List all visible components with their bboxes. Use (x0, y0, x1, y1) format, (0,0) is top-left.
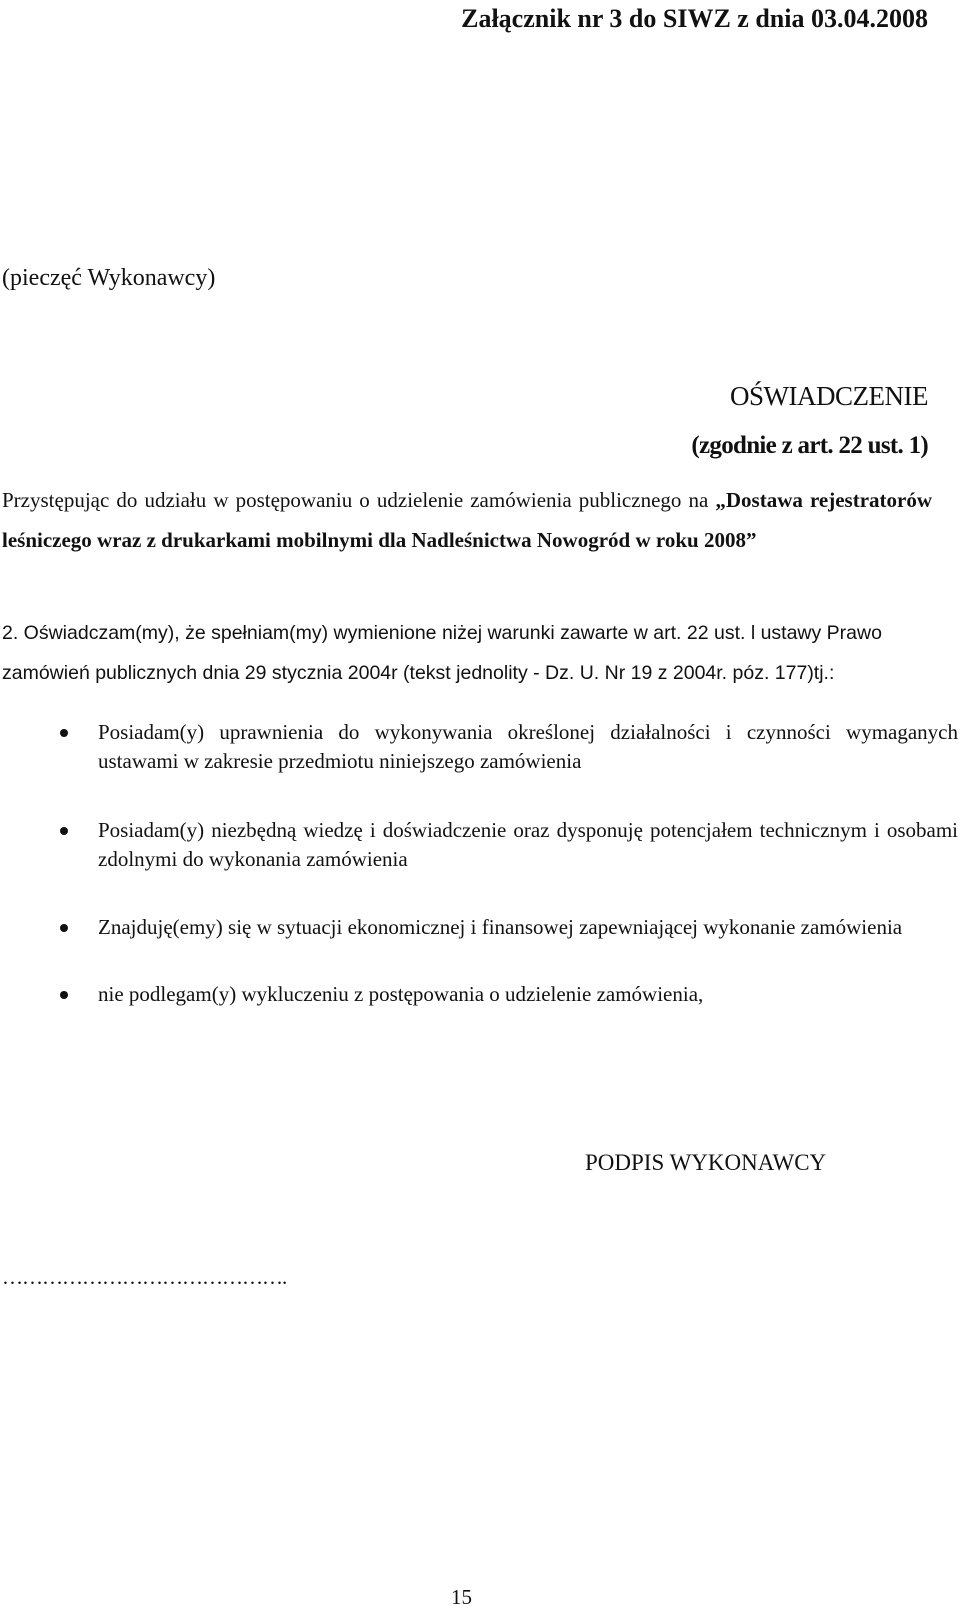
condition-item (0, 718, 958, 776)
intro-lead-text: Przystępując do udziału w postępowaniu o udzielenie zamówienia publicznego na (2, 488, 716, 512)
condition-text: Znajduję(emy) się w sytuacji ekonomicznej i finansowej zapewniającej wykonanie zamówienia (98, 915, 903, 939)
condition-item (0, 913, 958, 942)
bullet-icon (60, 729, 68, 737)
annex-header: Załącznik nr 3 do SIWZ z dnia 03.04.2008 (461, 4, 928, 33)
condition-text: nie podlegam(y) wykluczeniu z postępowania o udzielenie zamówienia, (98, 982, 704, 1006)
bullet-icon (60, 827, 68, 835)
signature-line: ……………………………………. (2, 1265, 287, 1289)
intro-paragraph (2, 480, 932, 560)
document-title: OŚWIADCZENIE (730, 381, 928, 411)
bullet-icon (60, 991, 68, 999)
contractor-stamp-label: (pieczęć Wykonawcy) (2, 265, 216, 291)
condition-item (0, 816, 958, 874)
declaration-paragraph: 2. Oświadczam(my), że spełniam(my) wymienione niżej warunki zawarte w art. 22 ust. l ustawy Prawo zamówień publicznych dnia 29 stycznia 2004r (tekst jednolity - Dz. U. Nr 19 z 2004r. póz. 177)tj.: (2, 622, 882, 684)
condition-item (0, 980, 958, 1009)
page-number: 15 (451, 1585, 472, 1609)
condition-text: Posiadam(y) niezbędną wiedzę i doświadczenie oraz dysponuję potencjałem technicznym i osobami zdolnymi do wykonania zamówienia (98, 818, 958, 871)
tender-name: „Dostawa rejestratorów leśniczego wraz z drukarkami mobilnymi dla Nadleśnictwa Nowogród w roku 2008” (2, 488, 932, 552)
bullet-icon (60, 924, 68, 932)
document-subtitle: (zgodnie z art. 22 ust. 1) (691, 432, 928, 459)
conditions-list (0, 718, 958, 1009)
condition-text: Posiadam(y) uprawnienia do wykonywania określonej działalności i czynności wymaganych ustawami w zakresie przedmiotu niniejszego zamówienia (98, 720, 958, 773)
signature-label: PODPIS WYKONAWCY (585, 1150, 827, 1175)
